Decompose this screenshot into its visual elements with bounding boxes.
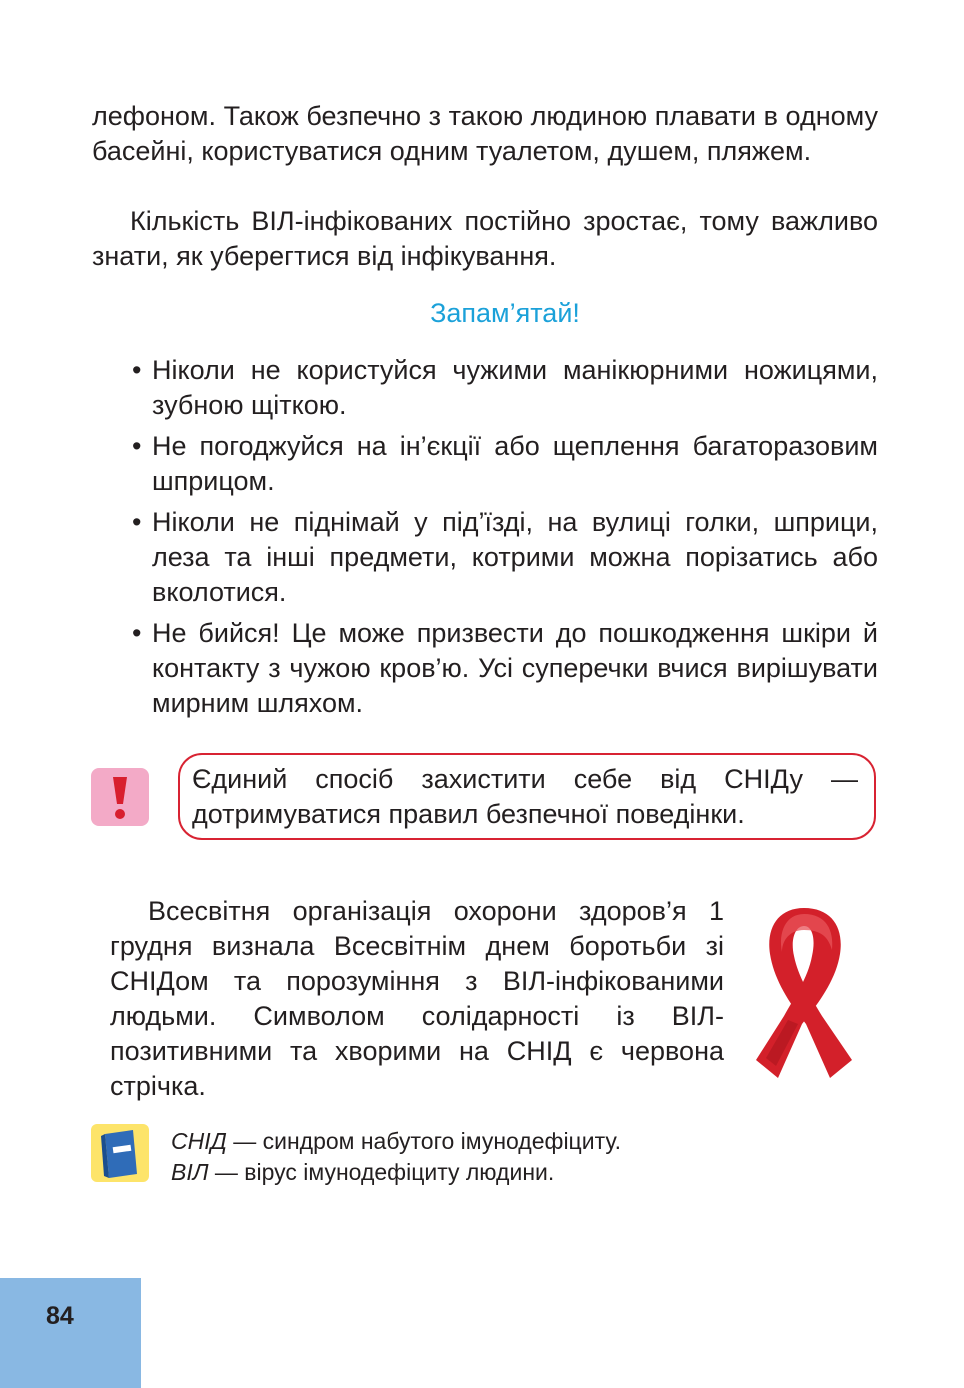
rule-item: [126, 353, 878, 423]
page-number-tab: [0, 1278, 141, 1388]
glossary-definition: — вірус імунодефіциту людини.: [208, 1159, 555, 1185]
page-number: 84: [46, 1302, 74, 1330]
rule-text: Ніколи не користуйся чужими манікюрними ножицями, зубною щіткою.: [152, 355, 878, 420]
important-note-text: Єдиний спосіб захистити себе від СНІДу — дотримуватися правил безпечної поведінки.: [192, 764, 858, 829]
remember-heading: Запам’ятай!: [430, 298, 580, 328]
rule-text: Ніколи не піднімай у під’їзді, на вулиці голки, шприци, леза та інші предмети, котрими можна порізатись або вколотися.: [152, 507, 878, 607]
exclamation-icon: [91, 768, 149, 826]
book-icon: [91, 1124, 149, 1182]
intro-paragraph-1: лефоном. Також безпечно з такою людиною плавати в одному басейні, користуватися одним туалетом, душем, пляжем.: [92, 101, 878, 166]
glossary-item: [171, 1157, 554, 1187]
bullet: •: [132, 355, 142, 385]
rule-item: [126, 429, 878, 499]
bullet: •: [132, 507, 142, 537]
bullet: •: [132, 431, 142, 461]
rule-text: Не бийся! Це може призвести до пошкодження шкіри й контакту з чужою кров’ю. Усі суперечки вчися вирішувати мирним шляхом.: [152, 618, 878, 718]
glossary-definition: — синдром набутого імунодефіциту.: [226, 1128, 621, 1154]
glossary-term: ВІЛ: [171, 1159, 209, 1185]
red-ribbon-icon: [748, 900, 860, 1084]
bullet: •: [132, 618, 142, 648]
intro-paragraph-2: Кількість ВІЛ-інфікованих постійно зростає, тому важливо знати, як уберегтися від інфікування.: [92, 206, 878, 271]
rule-text: Не погоджуйся на ін’єкції або щеплення багаторазовим шприцом.: [152, 431, 878, 496]
glossary-item: [171, 1126, 621, 1156]
glossary-term: СНІД: [171, 1128, 227, 1154]
world-aids-day-paragraph: Всесвітня організація охорони здоров’я 1 грудня визнала Всесвітнім днем боротьби зі СНІДом та порозуміння з ВІЛ-інфікованими людьми. Символом солідарності із ВІЛ-позитивними та хворими на СНІД є червона стрічка.: [110, 896, 724, 1101]
rule-item: [126, 616, 878, 721]
rule-item: [126, 505, 878, 610]
